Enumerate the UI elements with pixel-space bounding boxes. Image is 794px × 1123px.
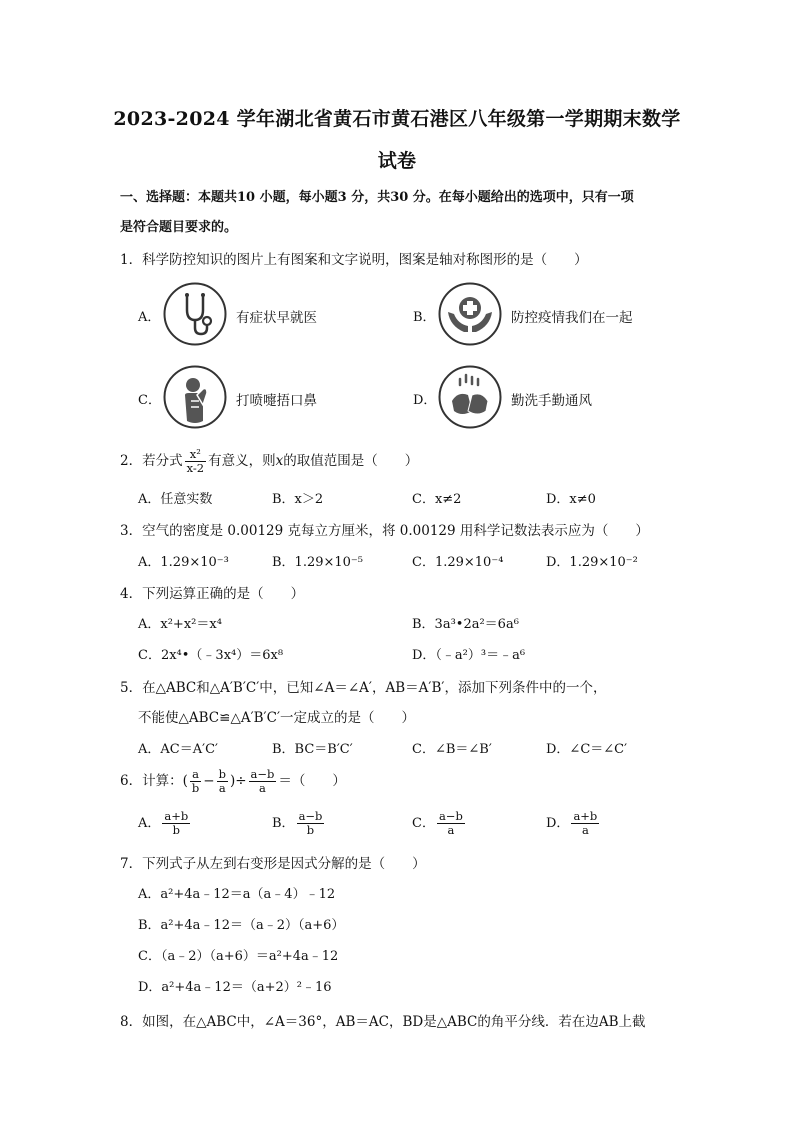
stethoscope-icon xyxy=(163,282,227,346)
q1-option-d-caption: 勤洗手勤通风 xyxy=(511,393,592,409)
q6-c-denominator: a xyxy=(447,823,455,837)
q5-option-b: B．BC＝B′C′ xyxy=(272,742,353,757)
q3-option-b: B．1.29×10⁻⁵ xyxy=(272,555,364,570)
q6-b-denominator: b xyxy=(306,823,315,837)
q6-c-numerator: a−b xyxy=(438,809,463,823)
q6-f1-numerator: a xyxy=(190,768,201,782)
q6-a-denominator: b xyxy=(172,823,180,837)
q6-suffix: ＝（ ） xyxy=(278,773,346,789)
q6-d-denominator: a xyxy=(581,823,589,837)
title-line-2: 试卷 xyxy=(377,150,417,172)
question-5-line-1: 5．在△ABC和△A′B′C′中，已知∠A＝∠A′，AB＝A′B′，添加下列条件中的一个， xyxy=(120,680,607,696)
q6-d-numerator: a+b xyxy=(573,809,598,823)
q1-option-d-label: D． xyxy=(413,393,437,408)
question-3-stem: 3．空气的密度是 0.00129 克每立方厘米，将 0.00129 用科学记数法表示应为（ ） xyxy=(120,523,649,539)
q6-f2-numerator: b xyxy=(218,767,226,781)
q6-a-numerator: a+b xyxy=(164,809,189,823)
q2-option-d: D．x≠0 xyxy=(546,492,596,507)
q6-f3-denominator: a xyxy=(259,781,266,795)
q2-option-b: B．x＞2 xyxy=(272,492,324,507)
question-5-line-2: 不能使△ABC≌△A′B′C′一定成立的是（ ） xyxy=(138,710,416,726)
q3-option-d: D．1.29×10⁻² xyxy=(546,555,638,570)
q5-option-c: C．∠B＝∠B′ xyxy=(412,742,492,757)
q6-f1-denominator: b xyxy=(191,781,200,795)
q2-prefix: 2．若分式 xyxy=(120,453,183,469)
q2-variable: x xyxy=(275,453,284,469)
section-heading-line-2: 是符合题目要求的。 xyxy=(120,220,238,235)
title-line-1: 2023-2024 学年湖北省黄石市黄石港区八年级第一学期期末数学 xyxy=(113,108,681,130)
q5-option-a: A．AC＝A′C′ xyxy=(138,742,218,757)
question-7-stem: 7．下列式子从左到右变形是因式分解的是（ ） xyxy=(120,856,426,872)
q6-fraction-3 xyxy=(249,768,277,795)
q6-option-b xyxy=(272,810,326,837)
q7-option-c: C．（a﹣2）（a+6）＝a²+4a﹣12 xyxy=(138,949,339,964)
q1-option-c-caption: 打喷嚏捂口鼻 xyxy=(236,393,317,409)
q1-option-b-label: B． xyxy=(413,310,436,325)
section-heading-line-1: 一、选择题：本题共10 小题，每小题3 分，共30 分。在每小题给出的选项中，只有一项 xyxy=(120,190,634,205)
q4-option-a: A．x²+x²＝x⁴ xyxy=(138,617,222,632)
q6-option-a xyxy=(138,810,192,837)
q1-option-b-caption: 防控疫情我们在一起 xyxy=(511,310,633,326)
q6-fraction-2 xyxy=(217,768,228,795)
q6-option-a-fraction xyxy=(162,810,190,837)
question-2-stem xyxy=(120,448,418,475)
q6-option-b-label: B． xyxy=(272,816,295,831)
q3-option-a: A．1.29×10⁻³ xyxy=(138,555,229,570)
q6-option-d-fraction xyxy=(571,810,599,837)
q6-fraction-1 xyxy=(190,768,201,795)
q4-option-d: D．（﹣a²）³＝﹣a⁶ xyxy=(412,648,526,663)
sneeze-icon xyxy=(163,365,227,429)
q2-denominator: x-2 xyxy=(186,461,205,475)
question-6-stem: 6．计算：( $\frac{a}{b}$ − $\frac{b}{a}$ )÷ $\frac{a-b}{a}$ ＝（ ） xyxy=(120,767,346,795)
q6-option-d-label: D． xyxy=(546,816,570,831)
q7-option-b: B．a²+4a﹣12＝（a﹣2）（a+6） xyxy=(138,918,345,933)
q6-f2-denominator: a xyxy=(218,781,226,795)
q2-text-b: 的取值范围是（ ） xyxy=(283,453,419,469)
handwash-icon xyxy=(438,365,502,429)
q6-option-c-label: C． xyxy=(412,816,435,831)
q6-prefix: 6．计算： xyxy=(120,773,183,789)
q6-option-c xyxy=(412,810,467,837)
q6-b-numerator: a−b xyxy=(298,809,323,823)
q3-option-c: C．1.29×10⁻⁴ xyxy=(412,555,504,570)
question-1-stem: 1．科学防控知识的图片上有图案和文字说明，图案是轴对称图形的是（ ） xyxy=(120,252,588,268)
q1-option-a-caption: 有症状早就医 xyxy=(236,310,317,326)
q2-option-c: C．x≠2 xyxy=(412,492,462,507)
q4-option-c: C．2x⁴•（﹣3x⁴）＝6x⁸ xyxy=(138,648,284,663)
q6-option-b-fraction xyxy=(297,810,325,837)
hands-cross-icon xyxy=(438,282,502,346)
question-4-stem: 4．下列运算正确的是（ ） xyxy=(120,586,305,602)
q1-option-a-label: A． xyxy=(138,310,161,325)
q6-f3-numerator: a−b xyxy=(250,767,275,781)
q2-option-a: A．任意实数 xyxy=(138,492,213,507)
q6-option-a-label: A． xyxy=(138,816,161,831)
q6-option-d xyxy=(546,810,601,837)
q2-fraction xyxy=(185,448,207,475)
q2-text-a: 有意义，则 xyxy=(208,453,276,469)
q1-option-c-label: C． xyxy=(138,393,161,408)
q4-option-b: B．3a³•2a²＝6a⁶ xyxy=(412,617,519,632)
question-8-stem: 8．如图，在△ABC中，∠A＝36°，AB＝AC，BD是△ABC的角平分线．若在边AB上截 xyxy=(120,1014,646,1030)
q7-option-d: D．a²+4a﹣12＝（a+2）²﹣16 xyxy=(138,980,332,995)
q7-option-a: A．a²+4a﹣12＝a（a﹣4）﹣12 xyxy=(138,887,336,902)
q2-numerator: x² xyxy=(185,448,207,462)
q6-option-c-fraction xyxy=(437,810,465,837)
q5-option-d: D．∠C＝∠C′ xyxy=(546,742,628,757)
